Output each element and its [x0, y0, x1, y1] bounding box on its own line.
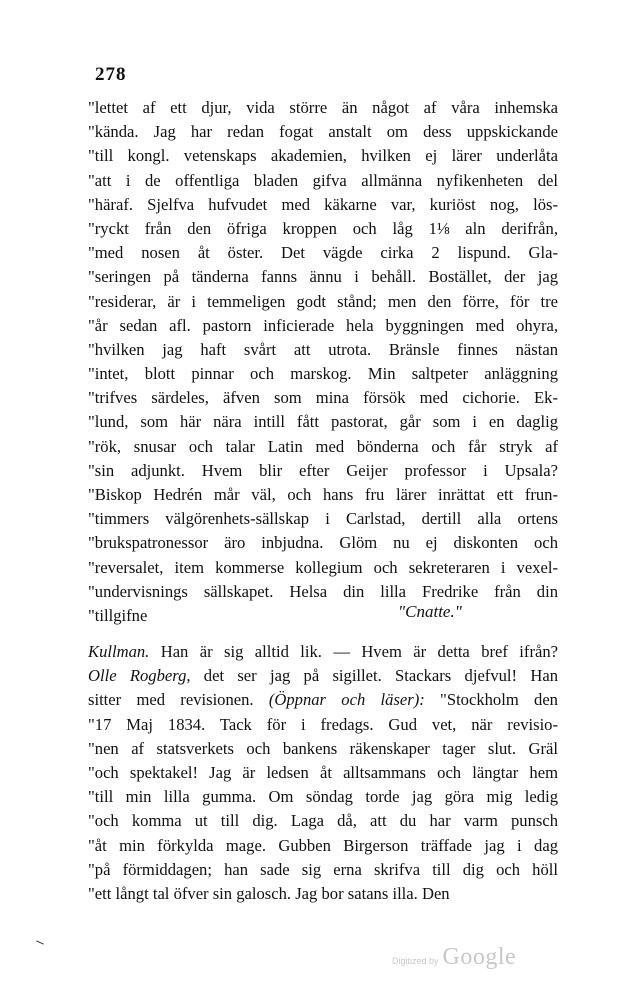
letter-line: "hvilken jag haft svårt att utrota. Bränsle finnes nästan	[88, 339, 558, 359]
letter-signature: "Cnatte."	[398, 602, 462, 621]
letter-line: "brukspatronessor äro inbjudna. Glöm nu ej diskonten och	[88, 533, 558, 553]
letter-line: "rök, snusar och talar Latin med bönderna och får stryk af	[88, 436, 558, 456]
dialogue-line: "och komma ut till dig. Laga då, att du har varm punsch	[88, 811, 558, 831]
dialogue-line: "nen af statsverkets och bankens räkenskaper tager slut. Gräl	[88, 738, 558, 758]
letter-line: "trifves särdeles, äfven som mina försök med cichorie. Ek-	[88, 388, 558, 408]
dialogue-line: "ett långt tal öfver sin galosch. Jag bor satans illa. Den	[88, 883, 450, 903]
letter-line: "lettet af ett djur, vida större än något af våra inhemska	[88, 98, 558, 117]
italic-phrase: Kullman.	[88, 642, 150, 661]
letter-line: "kända. Jag har redan fogat anstalt om dess uppskickande	[88, 122, 558, 142]
letter-line: "sin adjunkt. Hvem blir efter Geijer professor i Upsala?	[88, 460, 558, 480]
dialogue-line: sitter med revisionen. (Öppnar och läser): "Stockholm den	[88, 690, 558, 710]
letter-text-block	[88, 96, 558, 628]
letter-line: "att i de offentliga bladen gifva allmänna nyfikenheten del	[88, 170, 558, 190]
dialogue-line: "åt min förkylda mage. Gubben Birgerson träffade jag i dag	[88, 835, 558, 855]
dialogue-line: Olle Rogberg, det ser jag på sigillet. Stackars djefvul! Han	[88, 666, 558, 686]
letter-line: "intet, blott pinnar och marskog. Min saltpeter anläggning	[88, 364, 558, 384]
letter-line: "år sedan afl. pastorn inficierade hela byggningen med ohyra,	[88, 315, 558, 335]
letter-line: "seringen på tänderna fanns ännu i behåll. Bostället, der jag	[88, 267, 558, 287]
dialogue-line: "på förmiddagen; han sade sig erna skrifva till dig och höll	[88, 859, 558, 879]
page-number: 278	[95, 64, 127, 85]
letter-line: "till kongl. vetenskaps akademien, hvilken ej lärer underlåta	[88, 146, 558, 166]
letter-line: "residerar, är i temmeligen godt stånd; men den förre, för tre	[88, 291, 558, 311]
scan-mark	[36, 940, 44, 944]
letter-line: "undervisnings sällskapet. Helsa din lilla Fredrike från din	[88, 581, 558, 601]
letter-line: "reversalet, item kommerse kollegium och sekreteraren i vexel-	[88, 557, 558, 577]
dialogue-line: "och spektakel! Jag är ledsen åt alltsammans och längtar hem	[88, 762, 558, 782]
dialogue-line: Kullman. Han är sig alltid lik. — Hvem är detta bref ifrån?	[88, 642, 558, 661]
italic-phrase: (Öppnar och läser):	[268, 690, 425, 710]
letter-line: "häraf. Sjelfva hufvudet med käkarne var, kuriöst nog, lös-	[88, 194, 558, 214]
dialogue-text-block	[88, 640, 558, 906]
watermark-brand: Google	[442, 944, 517, 970]
dialogue-line: "till min lilla gumma. Om söndag torde jag göra mig ledig	[88, 787, 558, 807]
letter-line: "Biskop Hedrén mår väl, och hans fru lärer inrättat ett frun-	[88, 485, 558, 504]
letter-line: "timmers välgörenhets-sällskap i Carlstad, dertill alla ortens	[88, 509, 558, 529]
letter-line: "ryckt från den öfriga kroppen och låg 1⅛ aln derifrån,	[88, 218, 558, 238]
letter-line: "med nosen åt öster. Det vägde cirka 2 lispund. Gla-	[88, 243, 558, 263]
letter-line: "lund, som här nära intill fått pastorat, går som i en daglig	[88, 412, 558, 432]
italic-phrase: Olle Rogberg	[88, 666, 187, 686]
watermark-prefix: Digitized by	[392, 956, 439, 966]
letter-line: "tillgifne	[88, 605, 148, 625]
digitized-watermark	[392, 944, 516, 971]
dialogue-line: "17 Maj 1834. Tack för i fredags. Gud vet, när revisio-	[88, 714, 558, 734]
